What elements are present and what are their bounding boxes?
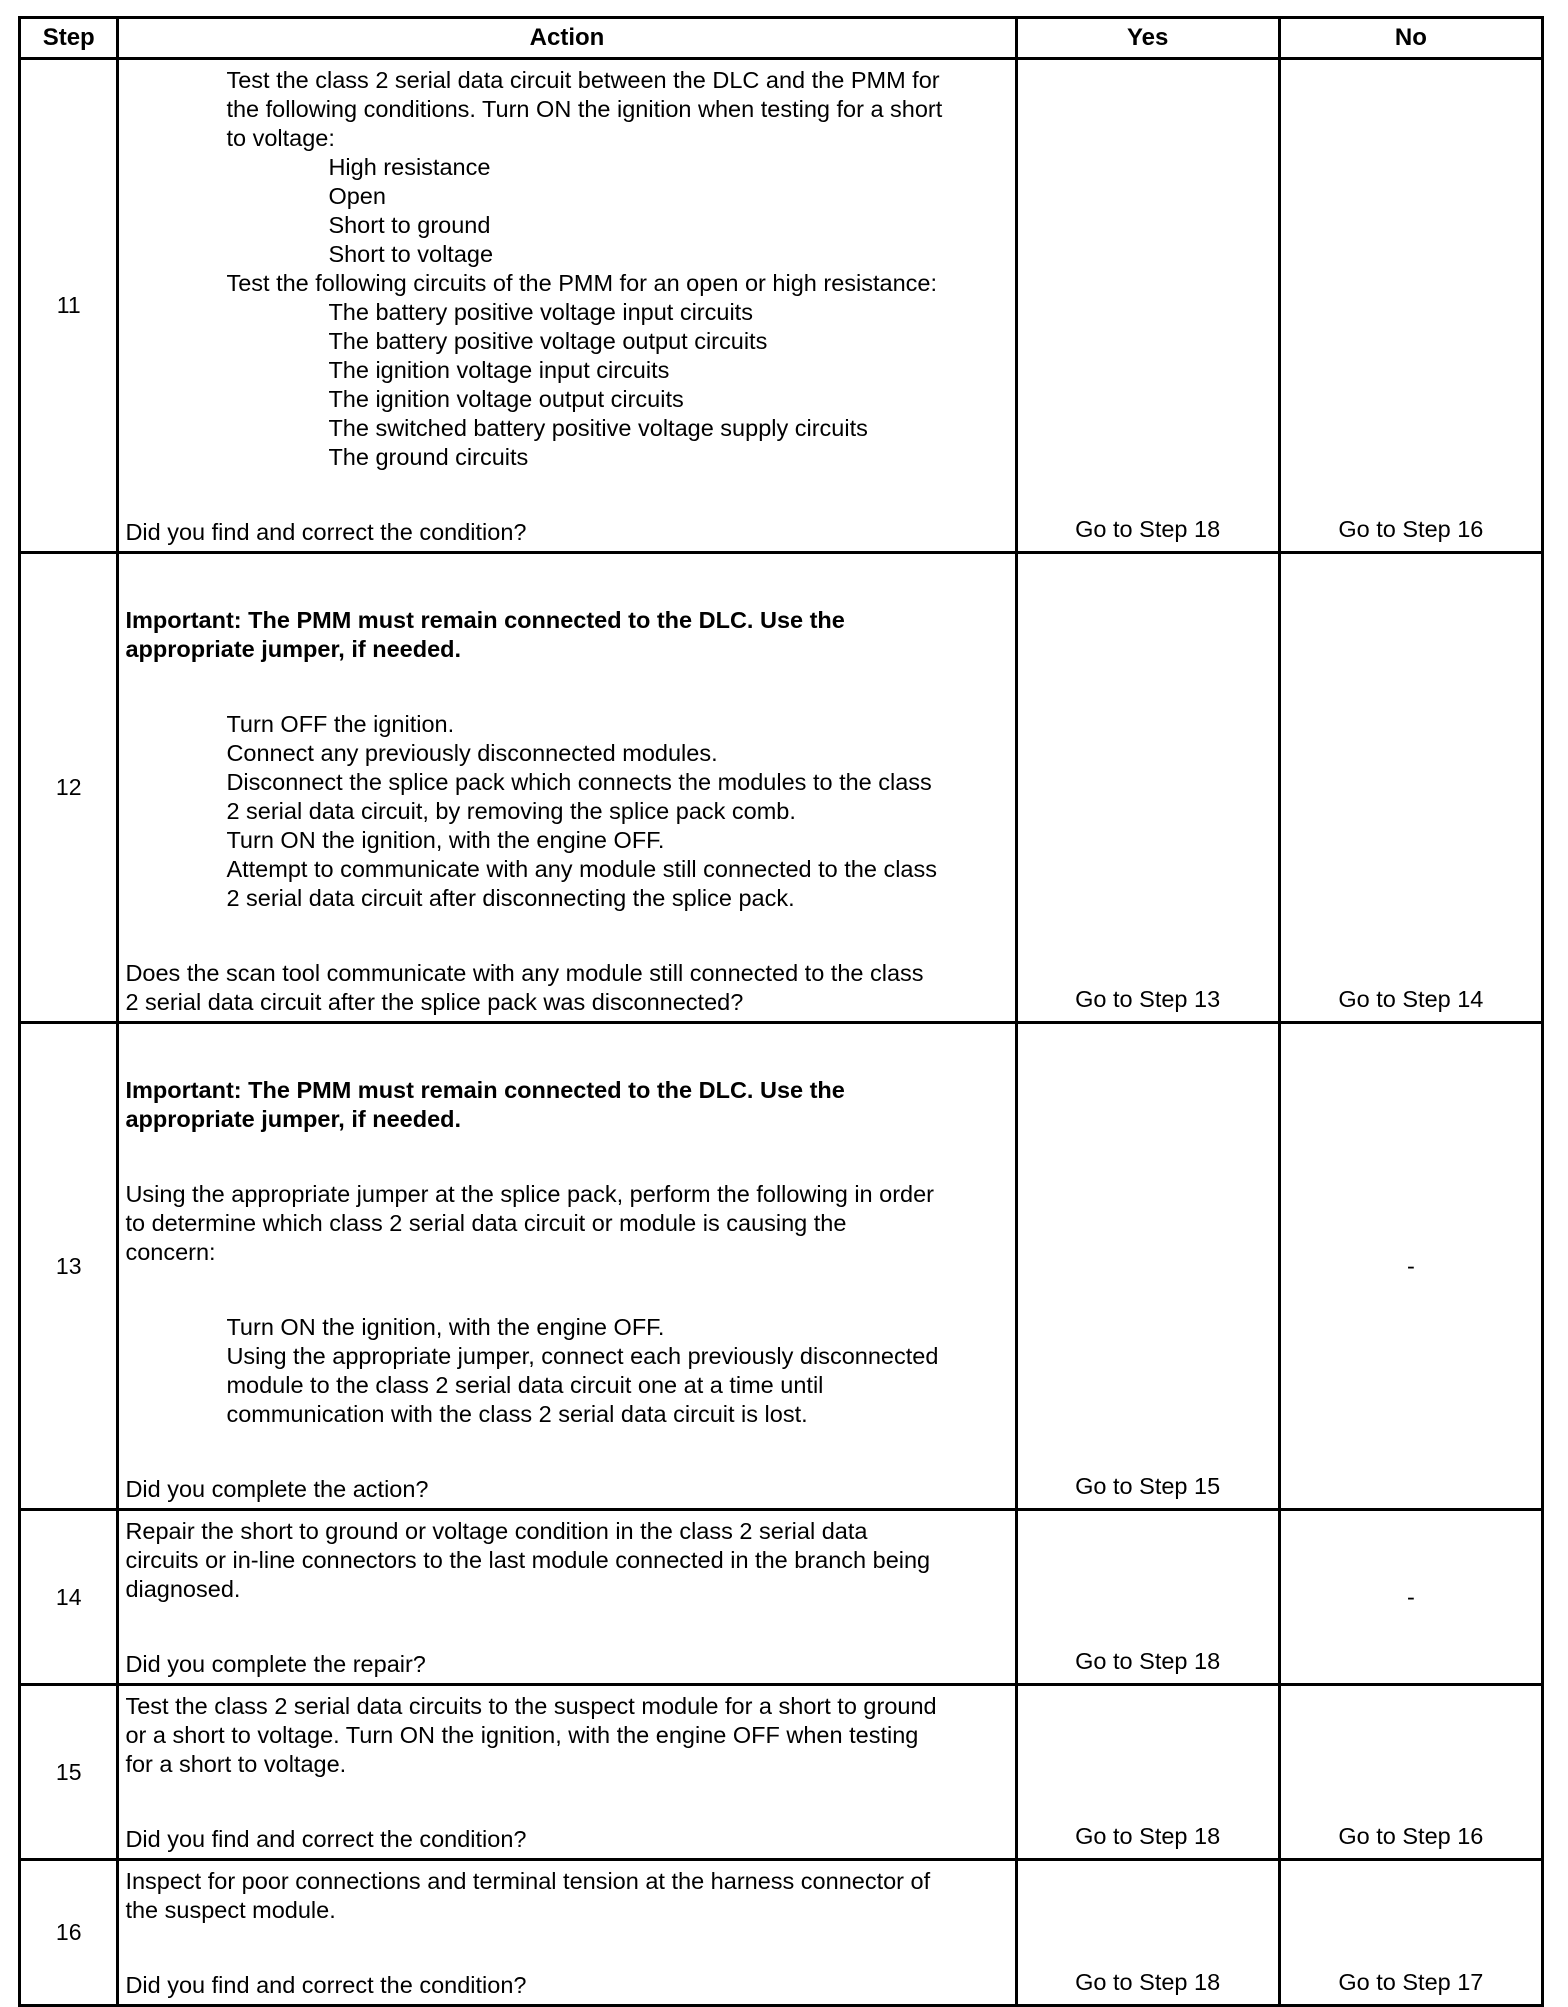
step-number: 16 <box>20 1860 118 2006</box>
action-text: Test the following circuits of the PMM for an open or high resistance: <box>226 270 938 296</box>
circuit-item: The ground circuits <box>328 444 529 470</box>
action-text: diagnosed. <box>125 1576 241 1602</box>
yes-answer: Go to Step 18 <box>1016 1860 1279 2006</box>
circuit-item: The battery positive voltage input circuits <box>328 299 753 325</box>
yes-answer: Go to Step 13 <box>1016 553 1279 1023</box>
circuit-item: The battery positive voltage output circuits <box>328 328 768 354</box>
step-number: 11 <box>20 59 118 553</box>
procedure-step: Connect any previously disconnected modules. <box>226 740 718 766</box>
step-number: 12 <box>20 553 118 1023</box>
important-note: appropriate jumper, if needed. <box>125 1106 462 1132</box>
action-cell <box>118 553 1016 1023</box>
action-cell <box>118 59 1016 553</box>
procedure-step: communication with the class 2 serial data circuit is lost. <box>226 1401 808 1427</box>
table-row-step-12 <box>20 553 1543 1023</box>
procedure-step: module to the class 2 serial data circuit one at a time until <box>226 1372 824 1398</box>
important-note: Important: The PMM must remain connected to the DLC. Use the <box>125 607 845 633</box>
no-answer: Go to Step 16 <box>1279 59 1542 553</box>
action-text: Repair the short to ground or voltage condition in the class 2 serial data <box>125 1518 868 1544</box>
procedure-step: 2 serial data circuit after disconnecting the splice pack. <box>226 885 795 911</box>
action-text: Test the class 2 serial data circuit between the DLC and the PMM for <box>226 67 940 93</box>
no-answer: - <box>1279 1510 1542 1685</box>
diagnostic-table <box>18 16 1544 2007</box>
header-action: Action <box>118 18 1016 59</box>
table-row-step-16 <box>20 1860 1543 2006</box>
action-text: to determine which class 2 serial data circuit or module is causing the <box>125 1210 847 1236</box>
procedure-step: Turn ON the ignition, with the engine OFF. <box>226 1314 665 1340</box>
procedure-step: Disconnect the splice pack which connects the modules to the class <box>226 769 932 795</box>
procedure-step: Using the appropriate jumper, connect each previously disconnected <box>226 1343 939 1369</box>
action-cell <box>118 1023 1016 1510</box>
step-number: 15 <box>20 1685 118 1860</box>
condition-item: Short to ground <box>328 212 491 238</box>
procedure-step: Turn OFF the ignition. <box>226 711 455 737</box>
yes-answer: Go to Step 15 <box>1016 1023 1279 1510</box>
action-text: or a short to voltage. Turn ON the ignition, with the engine OFF when testing <box>125 1722 919 1748</box>
important-note: Important: The PMM must remain connected to the DLC. Use the <box>125 1077 845 1103</box>
question-text: Did you find and correct the condition? <box>125 1972 527 1998</box>
question-text: Did you find and correct the condition? <box>125 519 527 545</box>
circuit-item: The ignition voltage input circuits <box>328 357 670 383</box>
yes-answer: Go to Step 18 <box>1016 1510 1279 1685</box>
header-no: No <box>1279 18 1542 59</box>
action-text: to voltage: <box>226 125 335 151</box>
table-row-step-13 <box>20 1023 1543 1510</box>
action-text: Inspect for poor connections and terminal tension at the harness connector of <box>125 1868 931 1894</box>
procedure-step: 2 serial data circuit, by removing the splice pack comb. <box>226 798 796 824</box>
question-text: Does the scan tool communicate with any module still connected to the class <box>125 960 924 986</box>
yes-answer: Go to Step 18 <box>1016 1685 1279 1860</box>
action-text: Using the appropriate jumper at the splice pack, perform the following in order <box>125 1181 934 1207</box>
table-row-step-15 <box>20 1685 1543 1860</box>
circuit-item: The ignition voltage output circuits <box>328 386 684 412</box>
question-text: Did you complete the action? <box>125 1476 429 1502</box>
action-cell <box>118 1860 1016 2006</box>
header-step: Step <box>20 18 118 59</box>
circuit-item: The switched battery positive voltage supply circuits <box>328 415 868 441</box>
header-row <box>20 18 1543 59</box>
action-text: concern: <box>125 1239 216 1265</box>
action-text: Test the class 2 serial data circuits to the suspect module for a short to ground <box>125 1693 937 1719</box>
action-text: circuits or in-line connectors to the last module connected in the branch being <box>125 1547 931 1573</box>
question-text: 2 serial data circuit after the splice pack was disconnected? <box>125 989 744 1015</box>
action-text: for a short to voltage. <box>125 1751 347 1777</box>
condition-item: Open <box>328 183 386 209</box>
procedure-step: Attempt to communicate with any module still connected to the class <box>226 856 938 882</box>
condition-item: Short to voltage <box>328 241 494 267</box>
action-text: the suspect module. <box>125 1897 336 1923</box>
question-text: Did you complete the repair? <box>125 1651 426 1677</box>
header-yes: Yes <box>1016 18 1279 59</box>
action-cell <box>118 1685 1016 1860</box>
step-number: 14 <box>20 1510 118 1685</box>
no-answer: Go to Step 16 <box>1279 1685 1542 1860</box>
procedure-step: Turn ON the ignition, with the engine OFF. <box>226 827 665 853</box>
no-answer: Go to Step 17 <box>1279 1860 1542 2006</box>
table-row-step-14 <box>20 1510 1543 1685</box>
yes-answer: Go to Step 18 <box>1016 59 1279 553</box>
no-answer: - <box>1279 1023 1542 1510</box>
important-note: appropriate jumper, if needed. <box>125 636 462 662</box>
condition-item: High resistance <box>328 154 491 180</box>
action-text: the following conditions. Turn ON the ignition when testing for a short <box>226 96 943 122</box>
step-number: 13 <box>20 1023 118 1510</box>
question-text: Did you find and correct the condition? <box>125 1826 527 1852</box>
table-row-step-11 <box>20 59 1543 553</box>
no-answer: Go to Step 14 <box>1279 553 1542 1023</box>
action-cell <box>118 1510 1016 1685</box>
